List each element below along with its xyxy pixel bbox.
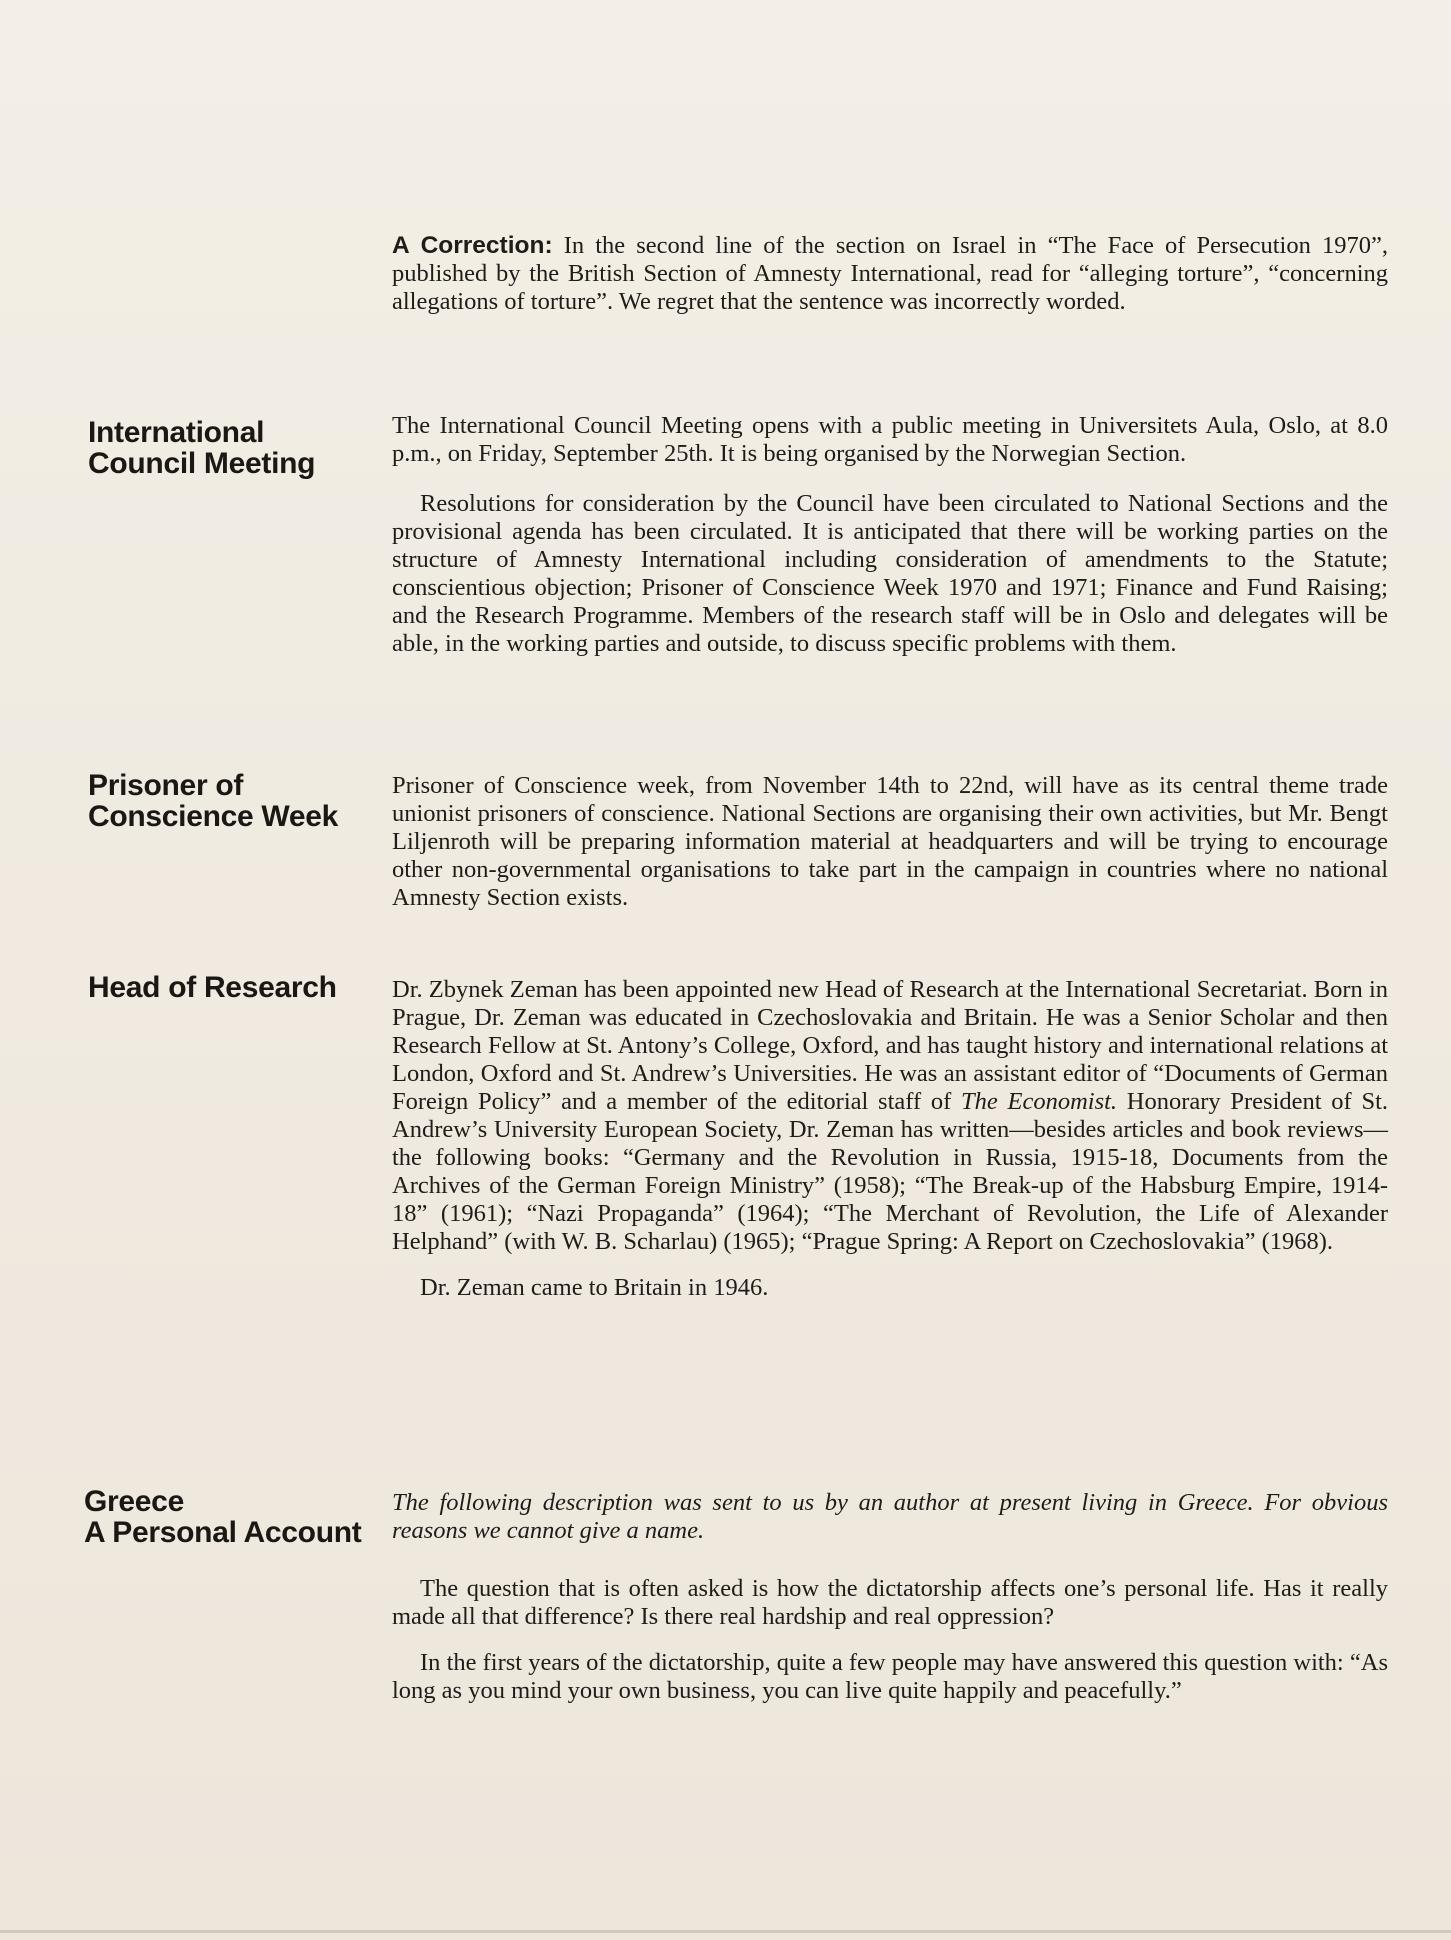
greece-body	[392, 1489, 1388, 1719]
correction-paragraph	[392, 232, 1388, 316]
greece-heading	[84, 1486, 404, 1548]
council-heading-line1: International	[88, 416, 265, 449]
prisoner-week-heading-line1: Prisoner of	[88, 769, 244, 802]
research-heading: Head of Research	[88, 971, 337, 1004]
economist-title: The Economist.	[961, 1088, 1118, 1115]
correction-lead: A Correction:	[392, 232, 553, 259]
council-body	[392, 412, 1388, 672]
research-paragraph-1-part-b: Honorary President of St. Andrew’s University European Society, Dr. Zeman has written—besides articles and book reviews—the following books: “Germany and the Revolution in Russia, 1915-18, Documents from the Archives of the German Foreign Ministry” (1958); “The Break-up of the Habsburg Empire, 1914-18” (1961); “Nazi Propaganda” (1964); “The Merchant of Revolution, the Life of Alexander Helphand” (with W. B. Scharlau) (1965); “Prague Spring: A Report on Czechoslovakia” (1968).	[392, 1088, 1389, 1255]
prisoner-week-heading-line2: Conscience Week	[88, 800, 339, 833]
research-paragraph-1	[392, 976, 1388, 1256]
research-paragraph-1-part-a: Dr. Zbynek Zeman has been appointed new Head of Research at the International Secretariat. Born in Prague, Dr. Zeman was educated in Czechoslovakia and Britain. He was a Senior Scholar and then Research Fellow at St. Antony’s College, Oxford, and has taught history and international relations at London, Oxford and St. Andrew’s Universities. He was an assistant editor of “Documents of German Foreign Policy” and a member of the editorial staff of	[392, 976, 1388, 1115]
council-paragraph-1: The International Council Meeting opens with a public meeting in Universitets Aula, Oslo, at 8.0 p.m., on Friday, September 25th. It is being organised by the Norwegian Section.	[392, 412, 1388, 467]
greece-intro: The following description was sent to us by an author at present living in Greece. For obvious reasons we cannot give a name.	[392, 1489, 1388, 1544]
research-paragraph-2: Dr. Zeman came to Britain in 1946.	[420, 1274, 769, 1301]
council-heading-line2: Council Meeting	[88, 447, 316, 480]
greece-heading-line1: Greece	[84, 1485, 184, 1518]
greece-paragraph-2: In the first years of the dictatorship, quite a few people may have answered this question with: “As long as you mind your own business, you can live quite happily and peacefully.”	[392, 1649, 1388, 1704]
prisoner-week-paragraph-1: Prisoner of Conscience week, from November 14th to 22nd, will have as its central theme trade unionist prisoners of conscience. National Sections are organising their own activities, but Mr. Bengt Liljenroth will be preparing information material at headquarters and will be trying to encourage other non-governmental organisations to take part in the campaign in countries where no national Amnesty Section exists.	[392, 772, 1388, 911]
greece-heading-line2: A Personal Account	[84, 1516, 362, 1549]
council-heading	[88, 417, 388, 479]
correction-body	[392, 232, 1388, 330]
greece-paragraph-1: The question that is often asked is how the dictatorship affects one’s personal life. Has it really made all that difference? Is there real hardship and real oppression?	[392, 1575, 1388, 1630]
research-body	[392, 976, 1388, 1316]
council-paragraph-2: Resolutions for consideration by the Council have been circulated to National Sections and the provisional agenda has been circulated. It is anticipated that there will be working parties on the structure of Amnesty International including consideration of amendments to the Statute; conscientious objection; Prisoner of Conscience Week 1970 and 1971; Finance and Fund Raising; and the Research Programme. Members of the research staff will be in Oslo and delegates will be able, in the working parties and outside, to discuss specific problems with them.	[392, 490, 1388, 657]
prisoner-week-body	[392, 772, 1388, 926]
prisoner-week-heading	[88, 770, 388, 832]
page-bottom-edge	[0, 1930, 1451, 1933]
correction-text: In the second line of the section on Israel in “The Face of Persecution 1970”, published by the British Section of Amnesty International, read for “alleging torture”, “concerning allegations of torture”. We regret that the sentence was incorrectly worded.	[392, 232, 1388, 315]
